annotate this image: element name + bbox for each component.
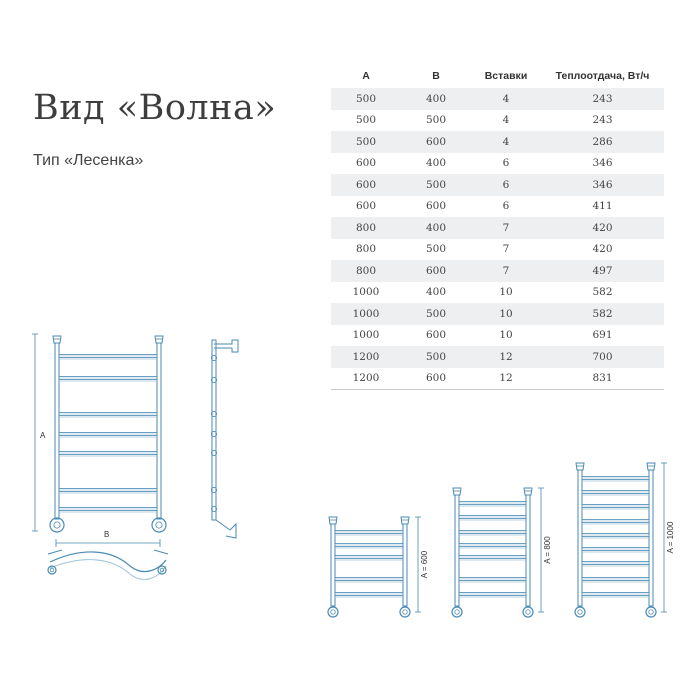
header-b: B (432, 70, 440, 82)
radiator-variant (452, 488, 552, 617)
table-cell: 500 (401, 346, 471, 368)
table-cell: 4 (471, 88, 541, 110)
table-cell: 691 (592, 329, 613, 342)
table-cell: 6 (471, 174, 541, 196)
connector-nut (523, 607, 533, 617)
top-cap (453, 488, 461, 495)
connector-nut (158, 566, 166, 574)
radiator-variant (575, 463, 675, 617)
table-cell: 243 (592, 114, 613, 127)
table-cell: 831 (541, 368, 664, 390)
rung (459, 556, 526, 559)
header-heat-output: Теплоотдача, Вт/ч (555, 70, 650, 82)
rail (526, 495, 530, 606)
top-cap (524, 488, 532, 495)
page-subtitle: Тип «Лесенка» (33, 152, 144, 169)
rung (335, 593, 403, 596)
rail (55, 343, 59, 519)
top-cap (155, 336, 163, 343)
table-cell: 400 (425, 157, 447, 170)
wall-bracket-top (214, 340, 238, 352)
rail (157, 343, 161, 519)
rail (455, 495, 459, 606)
rung (59, 508, 157, 511)
table-cell: 7 (471, 217, 541, 239)
table-cell: 10 (499, 286, 513, 299)
table-cell: 600 (401, 131, 471, 153)
rung (335, 578, 403, 581)
table-cell: 800 (331, 260, 401, 282)
rung (59, 355, 157, 358)
rung (59, 452, 157, 455)
top-cap (329, 517, 337, 524)
rung (59, 413, 157, 416)
table-cell: 582 (592, 286, 613, 299)
variant-height-label: A = 800 (543, 536, 552, 564)
rung (59, 489, 157, 492)
table-cell: 800 (331, 217, 401, 239)
table-cell: 500 (401, 174, 471, 196)
top-cap (647, 463, 655, 470)
connector-core (156, 522, 162, 528)
table-cell: 500 (331, 88, 401, 110)
table-cell: 600 (425, 329, 447, 342)
table-cell: 1000 (352, 286, 380, 299)
wall-bracket-bottom (216, 520, 236, 538)
table-cell: 400 (401, 88, 471, 110)
table-cell: 6 (502, 157, 510, 170)
connector-core (50, 568, 54, 572)
table-cell: 10 (471, 303, 541, 325)
table-cell: 10 (499, 329, 513, 342)
connector-nut (575, 607, 585, 617)
table-cell: 12 (471, 368, 541, 390)
main-bottom-view (48, 550, 168, 579)
connector-nut (646, 607, 656, 617)
connector-nut (400, 607, 410, 617)
connector-core (455, 610, 460, 615)
connector-nut (328, 607, 338, 617)
rung (335, 531, 403, 534)
table-cell: 600 (401, 260, 471, 282)
table-cell: 400 (401, 217, 471, 239)
radiator-variant (328, 517, 429, 617)
variant-height-label: A = 1000 (666, 521, 675, 554)
rung (582, 548, 649, 551)
table-cell: 500 (401, 303, 471, 325)
dimension-label-b: B (104, 530, 110, 539)
connector-core (578, 610, 583, 615)
table-cell: 7 (471, 260, 541, 282)
table-cell: 1000 (352, 329, 380, 342)
rail (331, 524, 335, 606)
table-cell: 411 (592, 200, 613, 213)
table-cell: 600 (355, 157, 377, 170)
table-cell: 600 (401, 368, 471, 390)
table-cell: 420 (541, 217, 664, 239)
rung (582, 593, 649, 596)
rung (459, 544, 526, 547)
table-cell: 500 (425, 114, 447, 127)
table-cell: 600 (425, 200, 447, 213)
rung (582, 562, 649, 565)
rung (459, 531, 526, 534)
rail (403, 524, 407, 606)
table-cell: 500 (425, 243, 447, 256)
table-cell: 4 (471, 131, 541, 153)
table-cell: 420 (592, 243, 613, 256)
table-cell: 500 (355, 114, 377, 127)
header-inserts: Вставки (484, 70, 528, 82)
rung (582, 520, 649, 523)
rung (335, 544, 403, 547)
table-cell: 800 (355, 243, 377, 256)
variant-height-label: A = 600 (420, 550, 429, 579)
table-cell: 346 (592, 157, 613, 170)
wave-profile-inner (50, 560, 166, 580)
rung (459, 593, 526, 596)
rung (582, 491, 649, 494)
table-cell: 497 (541, 260, 664, 282)
rung (459, 516, 526, 519)
main-side-view (211, 340, 238, 538)
rung (459, 578, 526, 581)
table-cell: 12 (471, 346, 541, 368)
size-variants (328, 463, 675, 617)
rung (335, 556, 403, 559)
header-a: A (362, 70, 370, 82)
connector-core (54, 522, 60, 528)
top-cap (576, 463, 584, 470)
connector-nut (50, 518, 64, 532)
rail (578, 470, 582, 606)
table-cell: 600 (331, 174, 401, 196)
table-cell: 1200 (331, 368, 401, 390)
table-cell: 4 (502, 114, 510, 127)
rung (59, 433, 157, 436)
rung (459, 502, 526, 505)
table-cell: 400 (425, 286, 447, 299)
top-cap (401, 517, 409, 524)
page-title: Вид «Волна» (33, 88, 277, 128)
table-cell: 243 (541, 88, 664, 110)
rail (649, 470, 653, 606)
table-cell: 700 (541, 346, 664, 368)
table-cell: 7 (502, 243, 510, 256)
rung (582, 505, 649, 508)
connector-core (331, 610, 336, 615)
bracket-right (154, 550, 168, 554)
table-cell: 286 (541, 131, 664, 153)
rung (582, 578, 649, 581)
bracket-left (48, 550, 62, 554)
rung (582, 534, 649, 537)
table-cell: 1200 (331, 346, 401, 368)
top-cap (53, 336, 61, 343)
table-cell: 346 (541, 174, 664, 196)
connector-core (403, 610, 408, 615)
table-cell: 500 (331, 131, 401, 153)
connector-core (526, 610, 531, 615)
table-cell: 582 (541, 303, 664, 325)
table-cell: 6 (502, 200, 510, 213)
rung (582, 477, 649, 480)
table-cell: 1000 (331, 303, 401, 325)
connector-core (649, 610, 654, 615)
main-front-view (32, 334, 166, 547)
rung (59, 377, 157, 380)
table-cell: 600 (355, 200, 377, 213)
dimension-label-a: A (40, 431, 46, 440)
connector-nut (152, 518, 166, 532)
connector-nut (452, 607, 462, 617)
